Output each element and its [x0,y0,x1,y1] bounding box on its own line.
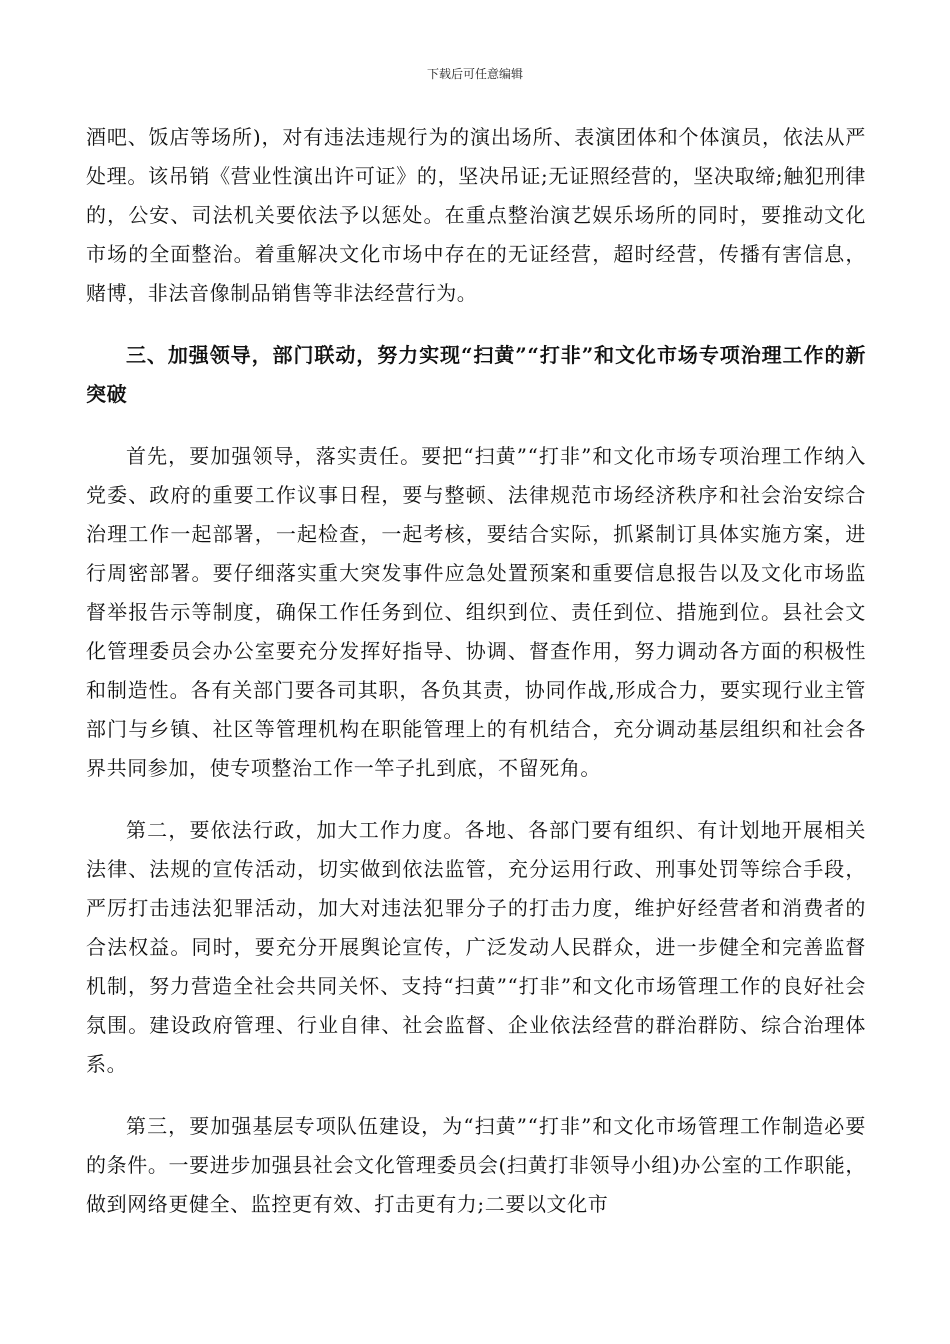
paragraph-third: 第三，要加强基层专项队伍建设，为“扫黄”“打非”和文化市场管理工作制造必要的条件。一要进步加强县社会文化管理委员会(扫黄打非领导小组)办公室的工作职能，做到网络更健全、监控更有效、打击更有力;二要以文化市 [86,1114,866,1216]
page-header-note: 下载后可任意编辑 [426,67,523,81]
paragraph-continuation: 酒吧、饭店等场所)，对有违法违规行为的演出场所、表演团体和个体演员，依法从严处理。该吊销《营业性演出许可证》的，坚决吊证;无证照经营的，坚决取缔;触犯刑律的，公安、司法机关要依法予以惩处。在重点整治演艺娱乐场所的同时，要推动文化市场的全面整治。着重解决文化市场中存在的无证经营，超时经营，传播有害信息，赌博，非法音像制品销售等非法经营行为。 [86,125,866,305]
paragraph-first: 首先，要加强领导，落实责任。要把“扫黄”“打非”和文化市场专项治理工作纳入党委、政府的重要工作议事日程，要与整顿、法律规范市场经济秩序和社会治安综合治理工作一起部署，一起检查，一起考核，要结合实际，抓紧制订具体实施方案，进行周密部署。要仔细落实重大突发事件应急处置预案和重要信息报告以及文化市场监督举报告示等制度，确保工作任务到位、组织到位、责任到位、措施到位。县社会文化管理委员会办公室要充分发挥好指导、协调、督查作用，努力调动各方面的积极性和制造性。各有关部门要各司其职，各负其责，协同作战,形成合力，要实现行业主管部门与乡镇、社区等管理机构在职能管理上的有机结合，充分调动基层组织和社会各界共同参加，使专项整治工作一竿子扎到底，不留死角。 [86,444,866,780]
section-heading-3: 三、加强领导，部门联动，努力实现“扫黄”“打非”和文化市场专项治理工作的新突破 [86,343,866,406]
paragraph-second: 第二，要依法行政，加大工作力度。各地、各部门要有组织、有计划地开展相关法律、法规的宣传活动，切实做到依法监管，充分运用行政、刑事处罚等综合手段，严厉打击违法犯罪活动，加大对违法犯罪分子的打击力度，维护好经营者和消费者的合法权益。同时，要充分开展舆论宣传，广泛发动人民群众，进一步健全和完善监督机制，努力营造全社会共同关怀、支持“扫黄”“打非”和文化市场管理工作的良好社会氛围。建设政府管理、行业自律、社会监督、企业依法经营的群治群防、综合治理体系。 [86,818,866,1076]
document-body [86,118,866,1224]
